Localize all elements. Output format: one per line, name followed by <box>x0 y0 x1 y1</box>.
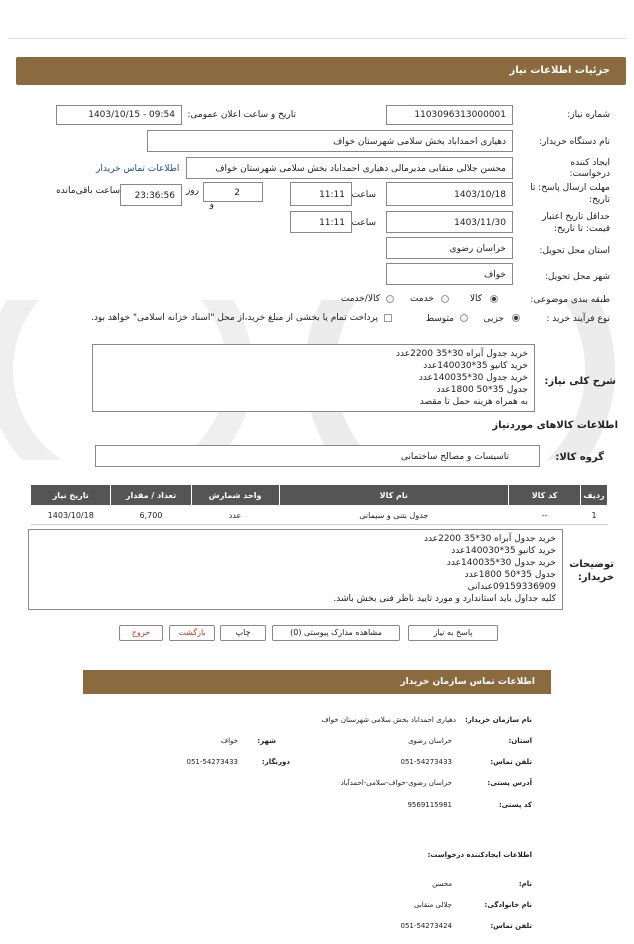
price-validity-date-field: 1403/11/30 <box>386 211 513 233</box>
col-qty: تعداد / مقدار <box>111 485 191 506</box>
page-header-title: جزئیات اطلاعات نیاز <box>509 65 610 76</box>
creator-label-1: ایجاد کننده <box>570 158 610 168</box>
notes-line: خرید جدول 30*140035عدد <box>446 558 556 568</box>
treasury-payment-checkbox[interactable] <box>384 314 392 322</box>
summary-line: خرید جدول آبراه 30*35 2200عدد <box>396 349 528 359</box>
contact-province-value: خراسان رضوی <box>408 737 452 745</box>
announce-label: تاریخ و ساعت اعلان عمومی: <box>187 110 296 120</box>
city-label: شهر محل تحویل: <box>544 272 610 282</box>
category-radio-both[interactable] <box>386 295 394 303</box>
goods-section-title: اطلاعات کالاهای مورد‌نیاز <box>492 420 618 431</box>
reply-time-label: ساعت <box>351 190 376 200</box>
contact-city-label: شهر: <box>257 737 276 745</box>
contact-province-label: استان: <box>508 737 532 745</box>
creator-family-label: نام خانوادگی: <box>484 901 532 909</box>
reply-deadline-label-1: مهلت ارسال پاسخ: تا <box>530 183 610 193</box>
reply-deadline-label-2: تاریخ: <box>589 195 610 205</box>
category-radio-service[interactable] <box>441 295 449 303</box>
category-option-goods: کالا <box>469 294 482 304</box>
cell-qty: 6,700 <box>111 506 191 525</box>
contact-phone-label: تلفن تماس: <box>490 758 532 766</box>
category-option-both: کالا/خدمت <box>340 294 380 304</box>
creator-name-value: محسن <box>432 880 452 888</box>
remaining-time-field: 23:36:56 <box>120 184 182 206</box>
contact-org-value: دهیاری احمداباد بخش سلامی شهرستان خواف <box>321 716 456 724</box>
reply-date-field: 1403/10/18 <box>386 182 513 206</box>
notes-line: جدول 35*50 1800عدد <box>464 570 556 580</box>
process-option-minor: جزیی <box>483 314 504 324</box>
announce-field: 1403/10/15 - 09:54 <box>56 105 182 125</box>
summary-line: خرید کانیو 35*140030عدد <box>423 361 528 371</box>
category-radio-goods[interactable] <box>490 295 498 303</box>
col-name: نام کالا <box>279 485 508 506</box>
process-radio-minor[interactable] <box>512 314 520 322</box>
contact-address-value: خراسان رضوی-خواف-سلامی-احمدآباد <box>340 779 452 787</box>
goods-group-field: تاسیسات و مصالح ساختمانی <box>95 445 540 467</box>
contact-fax-label: دورنگار: <box>261 758 290 766</box>
creator-name-label: نام: <box>518 880 532 888</box>
creator-phone-label: تلفن تماس: <box>490 922 532 930</box>
category-label: طبقه بندی موضوعی: <box>530 295 610 305</box>
col-date: تاریخ نیاز <box>31 485 111 506</box>
creator-phone-value: 051-54273424 <box>400 922 452 930</box>
creator-family-value: جلالی منقابی <box>413 901 452 909</box>
and-label: و <box>209 200 214 210</box>
cell-name: جدول بتنی و سیمانی <box>279 506 508 525</box>
reply-button[interactable]: پاسخ به نیاز <box>408 625 498 641</box>
table-row <box>31 506 608 525</box>
reply-time-field: 11:11 <box>290 182 352 206</box>
notes-line: خرید جدول آبراه 30*35 2200عدد <box>424 534 556 544</box>
col-unit: واحد شمارش <box>191 485 279 506</box>
need-number-label: شماره نیاز: <box>567 110 610 120</box>
price-validity-label-2: قیمت: تا تاریخ: <box>554 224 610 234</box>
summary-label: شرح کلی نیاز: <box>544 376 616 387</box>
creator-field: محسن جلالی منقابی مدیرمالی دهیاری احمداباد بخش سلامی شهرستان خواف <box>186 157 513 179</box>
buyer-contact-link[interactable]: اطلاعات تماس خریدار <box>96 164 180 174</box>
view-attachments-button[interactable]: مشاهده مدارک پیوستی (0) <box>272 625 400 641</box>
contact-address-label: آدرس پستی: <box>487 779 532 787</box>
col-code: کد کالا <box>509 485 581 506</box>
cell-unit: عدد <box>191 506 279 525</box>
category-option-service: خدمت <box>410 294 434 304</box>
goods-group-label: گروه کالا: <box>555 452 604 463</box>
province-label: استان محل تحویل: <box>539 246 610 256</box>
cell-date: 1403/10/18 <box>31 506 111 525</box>
notes-label-2: خریدار: <box>577 572 614 583</box>
exit-button[interactable]: خروج <box>119 625 163 641</box>
notes-box <box>28 529 563 610</box>
contact-fax-value: 051-54273433 <box>186 758 238 766</box>
print-button[interactable]: چاپ <box>220 625 266 641</box>
page-header <box>16 57 626 85</box>
summary-line: جدول 35*50 1800عدد <box>436 385 528 395</box>
process-type-label: نوع فرآیند خرید : <box>546 314 610 324</box>
price-validity-label-1: حداقل تاریخ اعتبار <box>542 212 610 222</box>
buyer-org-label: نام دستگاه خریدار: <box>539 137 610 147</box>
contact-phone-value: 051-54273433 <box>400 758 452 766</box>
contact-org-label: نام سازمان خریدار: <box>464 716 532 724</box>
notes-line: 09159336909عبدانی <box>467 582 556 592</box>
treasury-payment-note: پرداخت تمام یا بخشی از مبلغ خرید،از محل "اسناد خزانه اسلامی" خواهد بود. <box>90 313 378 323</box>
contact-header <box>83 670 551 694</box>
contact-city-value: خواف <box>220 737 238 745</box>
cell-code: -- <box>509 506 581 525</box>
notes-label-1: توضیحات <box>569 559 614 570</box>
days-label: روز <box>185 186 199 196</box>
contact-header-title: اطلاعات تماس سازمان خریدار <box>400 677 535 687</box>
back-button[interactable]: بازگشت <box>169 625 215 641</box>
contact-postal-value: 9569115981 <box>407 801 452 809</box>
summary-line: خرید جدول 30*140035عدد <box>418 373 528 383</box>
creator-info-title: اطلاعات ایجادکننده درخواست: <box>427 851 532 859</box>
goods-table-header <box>31 485 608 506</box>
buyer-org-field: دهیاری احمداباد بخش سلامی شهرستان خواف <box>147 130 513 152</box>
remaining-time-label: ساعت باقی‌مانده <box>56 186 120 196</box>
top-divider <box>8 38 626 39</box>
col-row: ردیف <box>581 485 608 506</box>
summary-box <box>92 344 535 412</box>
goods-table <box>30 484 608 525</box>
price-validity-time-field: 11:11 <box>290 211 352 233</box>
notes-line: کلیه جداول باید استاندارد و مورد تایید ناظر فنی بخش باشد. <box>333 594 556 604</box>
city-field: خواف <box>386 263 513 285</box>
price-validity-time-label: ساعت <box>351 218 376 228</box>
contact-postal-label: کد پستی: <box>498 801 532 809</box>
days-field: 2 <box>203 182 263 202</box>
creator-label-2: درخواست: <box>569 169 610 179</box>
summary-line: به همراه هزینه حمل تا مقصد <box>419 397 528 407</box>
notes-line: خرید کانیو 35*140030عدد <box>451 546 556 556</box>
province-field: خراسان رضوی <box>386 237 513 259</box>
need-number-field: 1103096313000001 <box>386 105 513 125</box>
process-radio-medium[interactable] <box>460 314 468 322</box>
cell-row: 1 <box>581 506 608 525</box>
process-option-medium: متوسط <box>425 314 454 324</box>
